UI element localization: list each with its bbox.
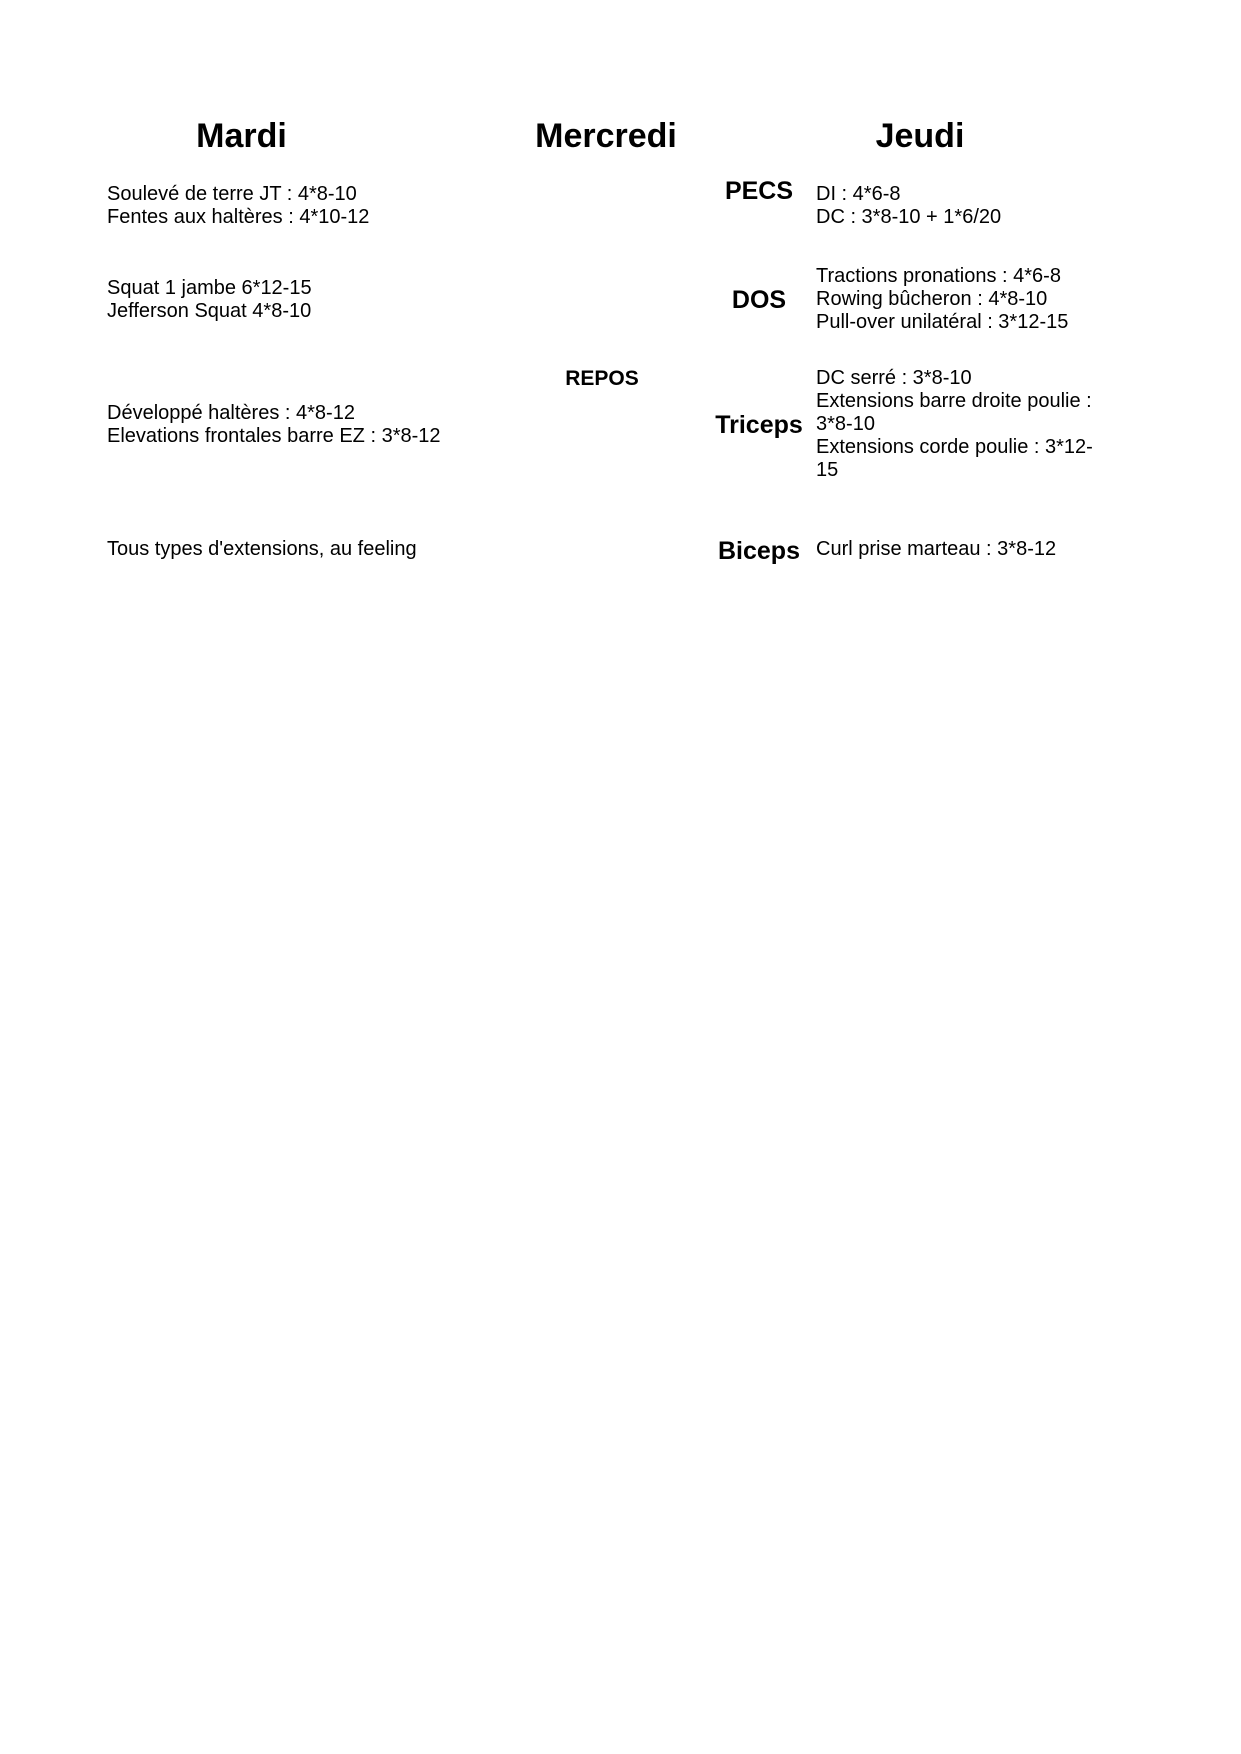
exercise-line: 15 (816, 459, 839, 481)
day-header-jeudi: Jeudi (875, 117, 965, 155)
day-header-mardi: Mardi (196, 117, 287, 155)
exercise-line: Tractions pronations : 4*6-8 (816, 265, 1061, 287)
exercise-line: Soulevé de terre JT : 4*8-10 (107, 183, 357, 205)
exercise-line: DC serré : 3*8-10 (816, 367, 972, 389)
day-header-mercredi: Mercredi (535, 117, 677, 155)
exercise-line: Fentes aux haltères : 4*10-12 (107, 206, 370, 228)
exercise-line: Squat 1 jambe 6*12-15 (107, 277, 312, 299)
muscle-label-biceps: Biceps (718, 537, 800, 565)
exercise-line: Elevations frontales barre EZ : 3*8-12 (107, 425, 441, 447)
muscle-label-triceps: Triceps (715, 411, 803, 439)
exercise-line: Rowing bûcheron : 4*8-10 (816, 288, 1048, 310)
muscle-label-pecs: PECS (724, 177, 794, 205)
exercise-line: DC : 3*8-10 + 1*6/20 (816, 206, 1002, 228)
muscle-label-dos: DOS (731, 286, 787, 314)
exercise-line: Pull-over unilatéral : 3*12-15 (816, 311, 1069, 333)
exercise-line: Extensions barre droite poulie : (816, 390, 1092, 412)
rest-label: REPOS (565, 367, 639, 390)
exercise-line: Curl prise marteau : 3*8-12 (816, 538, 1057, 560)
exercise-line: 3*8-10 (816, 413, 875, 435)
exercise-line: Jefferson Squat 4*8-10 (107, 300, 312, 322)
exercise-line: DI : 4*6-8 (816, 183, 901, 205)
exercise-line: Tous types d'extensions, au feeling (107, 538, 417, 560)
exercise-line: Développé haltères : 4*8-12 (107, 402, 355, 424)
exercise-line: Extensions corde poulie : 3*12- (816, 436, 1093, 458)
